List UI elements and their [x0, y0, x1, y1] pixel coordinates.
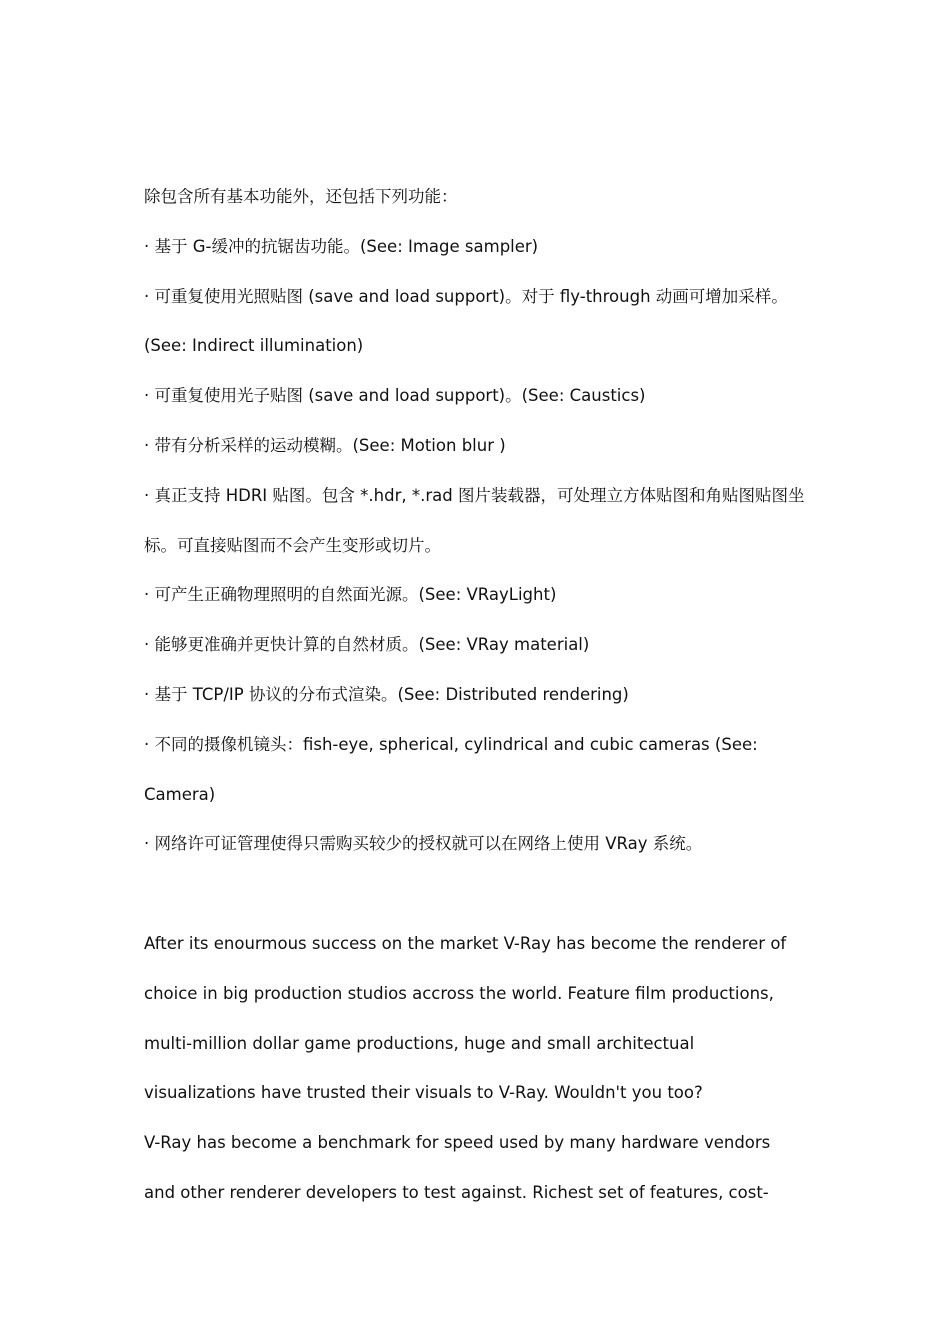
intro-line: 除包含所有基本功能外，还包括下列功能：	[144, 187, 458, 206]
english-line: visualizations have trusted their visuals to V-Ray. Wouldn't you too?	[144, 1083, 703, 1103]
feature-line: · 能够更准确并更快计算的自然材质。(See: VRay material)	[144, 635, 590, 655]
english-line: and other renderer developers to test against. Richest set of features, cost-	[144, 1182, 769, 1202]
english-line: V-Ray has become a benchmark for speed used by many hardware vendors	[144, 1133, 771, 1153]
feature-line: · 基于 G-缓冲的抗锯齿功能。(See: Image sampler)	[144, 236, 539, 256]
feature-line: · 带有分析采样的运动模糊。(See: Motion blur )	[144, 435, 506, 455]
feature-line: · 可重复使用光照贴图 (save and load support)。对于 fly-through 动画可增加采样。	[144, 286, 788, 306]
english-line: choice in big production studios accross the world. Feature film productions,	[144, 983, 774, 1003]
english-line: multi-million dollar game productions, huge and small architectual	[144, 1033, 695, 1053]
english-line: After its enourmous success on the market V-Ray has become the renderer of	[144, 933, 787, 953]
document-body	[144, 172, 824, 1218]
feature-line: · 可重复使用光子贴图 (save and load support)。(See: Caustics)	[144, 386, 646, 406]
paragraph-gap	[144, 869, 824, 919]
feature-line: · 不同的摄像机镜头：fish-eye, spherical, cylindrical and cubic cameras (See:	[144, 734, 758, 754]
feature-line: Camera)	[144, 784, 216, 804]
feature-line: · 基于 TCP/IP 协议的分布式渲染。(See: Distributed rendering)	[144, 684, 629, 704]
feature-line: · 真正支持 HDRI 贴图。包含 *.hdr, *.rad 图片装载器，可处理立方体贴图和角贴图贴图坐	[144, 485, 805, 505]
feature-line: 标。可直接贴图而不会产生变形或切片。	[144, 535, 441, 555]
feature-line: · 可产生正确物理照明的自然面光源。(See: VRayLight)	[144, 585, 557, 605]
feature-line: (See: Indirect illumination)	[144, 336, 364, 356]
feature-line: · 网络许可证管理使得只需购买较少的授权就可以在网络上使用 VRay 系统。	[144, 834, 703, 854]
